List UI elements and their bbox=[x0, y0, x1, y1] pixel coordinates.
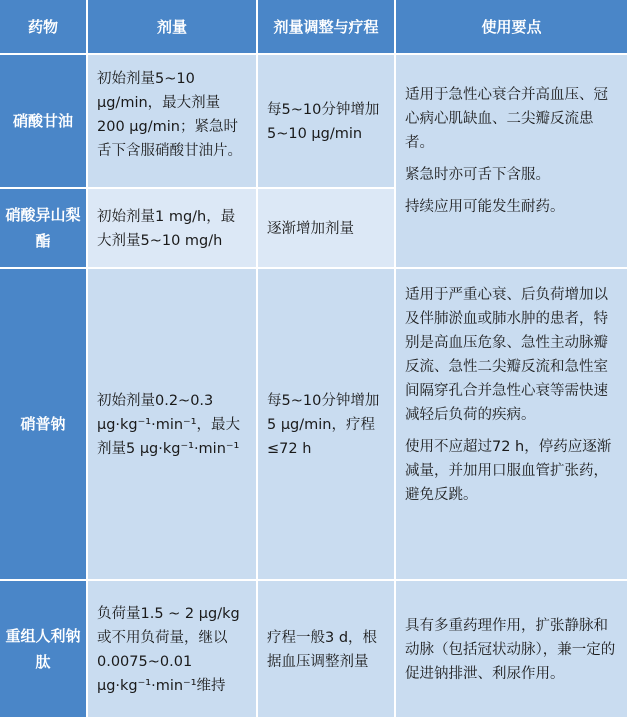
drug-nesiritide: 重组人利钠肽 bbox=[0, 581, 86, 717]
adjust-nitroprusside: 每5~10分钟增加5 μg/min，疗程≤72 h bbox=[258, 269, 394, 579]
adjust-nesiritide: 疗程一般3 d，根据血压调整剂量 bbox=[258, 581, 394, 717]
notes-nesiritide bbox=[396, 581, 627, 717]
dose-nesiritide: 负荷量1.5 ~ 2 μg/kg或不用负荷量，继以0.0075~0.01 μg·kg⁻¹·min⁻¹维持 bbox=[88, 581, 256, 717]
header-dose: 剂量 bbox=[88, 0, 256, 53]
note-nitroprusside-duration: 使用不应超过72 h，停药应逐渐减量，并加用口服血管扩张药，避免反跳。 bbox=[405, 439, 612, 503]
note-nitrates-sublingual: 紧急时亦可舌下含服。 bbox=[405, 167, 550, 183]
dose-nitroprusside: 初始剂量0.2~0.3 μg·kg⁻¹·min⁻¹，最大剂量5 μg·kg⁻¹·min⁻¹ bbox=[88, 269, 256, 579]
dose-isosorbide-dinitrate: 初始剂量1 mg/h，最大剂量5~10 mg/h bbox=[88, 189, 256, 267]
note-nitroprusside-indication: 适用于严重心衰、后负荷增加以及伴肺淤血或肺水肿的患者，特别是高血压危象、急性主动脉瓣反流、急性二尖瓣反流和急性室间隔穿孔合并急性心衰等需快速减轻后负荷的疾病。 bbox=[405, 287, 608, 423]
adjust-isosorbide-dinitrate: 逐渐增加剂量 bbox=[258, 189, 394, 267]
drug-isosorbide-dinitrate: 硝酸异山梨酯 bbox=[0, 189, 86, 267]
notes-nitrates bbox=[396, 55, 627, 267]
note-nitrates-tolerance: 持续应用可能发生耐药。 bbox=[405, 199, 565, 215]
dose-nitroglycerin: 初始剂量5~10 μg/min，最大剂量200 μg/min；紧急时舌下含服硝酸甘油片。 bbox=[88, 55, 256, 187]
drug-nitroprusside: 硝普钠 bbox=[0, 269, 86, 579]
header-key-points: 使用要点 bbox=[396, 0, 627, 53]
note-nesiritide-effects: 具有多重药理作用，扩张静脉和动脉（包括冠状动脉），兼一定的促进钠排泄、利尿作用。 bbox=[405, 618, 616, 682]
drug-nitroglycerin: 硝酸甘油 bbox=[0, 55, 86, 187]
note-nitrates-indication: 适用于急性心衰合并高血压、冠心病心肌缺血、二尖瓣反流患者。 bbox=[405, 87, 608, 151]
header-drug: 药物 bbox=[0, 0, 86, 53]
notes-nitroprusside bbox=[396, 269, 627, 579]
adjust-nitroglycerin: 每5~10分钟增加5~10 μg/min bbox=[258, 55, 394, 187]
header-adjustment: 剂量调整与疗程 bbox=[258, 0, 394, 53]
